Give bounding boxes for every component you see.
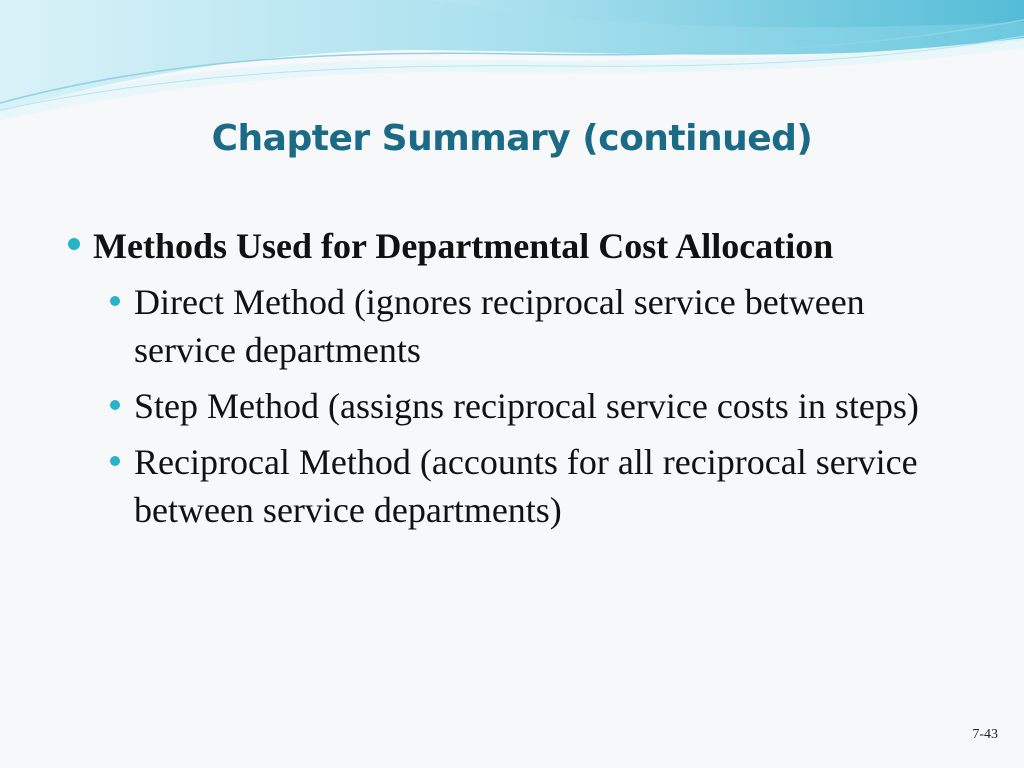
bullet-dot-icon bbox=[62, 222, 93, 270]
sub-bullet-item bbox=[105, 438, 982, 534]
bullet-text: Methods Used for Departmental Cost Allocation bbox=[93, 226, 834, 266]
bullet-dot-icon bbox=[105, 438, 134, 486]
bullet-dot-icon bbox=[105, 382, 134, 430]
sub-bullet-item bbox=[105, 382, 982, 430]
bullet-dot-icon bbox=[105, 278, 134, 326]
header-wave-decoration bbox=[0, 0, 1024, 130]
page-number: 7-43 bbox=[972, 727, 998, 742]
slide-content bbox=[62, 222, 982, 534]
bullet-item bbox=[62, 222, 982, 270]
sub-bullet-item bbox=[105, 278, 982, 374]
sub-bullet-text: Direct Method (ignores reciprocal service between service departments bbox=[134, 282, 865, 370]
sub-bullet-text: Reciprocal Method (accounts for all reciprocal service between service departments) bbox=[134, 442, 918, 530]
sub-bullet-text: Step Method (assigns reciprocal service costs in steps) bbox=[134, 386, 919, 426]
slide-title: Chapter Summary (continued) bbox=[211, 118, 813, 159]
